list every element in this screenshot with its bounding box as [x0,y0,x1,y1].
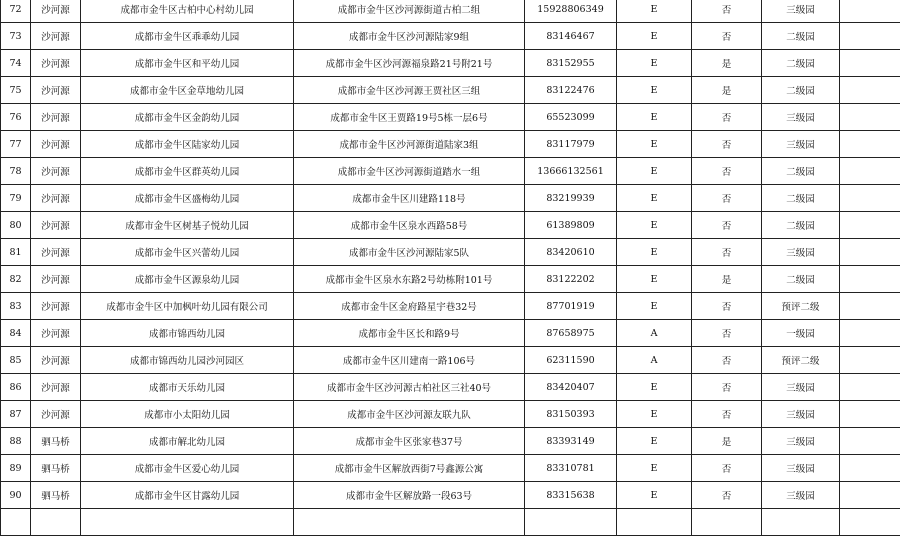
table-row [1,50,900,77]
table-row [1,212,900,239]
row-number-cell: 72 [1,0,31,23]
phone-cell: 83315638 [525,482,617,509]
empty-trailing-cell [840,104,900,131]
empty-trailing-cell [840,23,900,50]
row-number-cell: 75 [1,77,31,104]
category-cell: E [617,131,692,158]
address-cell: 成都市金牛区川建南一路106号 [294,347,525,374]
yes-no-cell: 否 [692,482,762,509]
yes-no-cell: 否 [692,185,762,212]
phone-cell: 13666132561 [525,158,617,185]
category-cell: E [617,401,692,428]
yes-no-cell: 否 [692,347,762,374]
phone-cell: 15928806349 [525,0,617,23]
table-row [1,131,900,158]
row-number-cell: 81 [1,239,31,266]
phone-cell: 83393149 [525,428,617,455]
district-cell: 沙河源 [31,320,81,347]
grade-level-cell: 一级园 [762,320,840,347]
kindergarten-name-cell: 成都市锦西幼儿园沙河园区 [81,347,294,374]
yes-no-cell: 是 [692,77,762,104]
grade-level-cell: 三级园 [762,455,840,482]
phone-cell: 87658975 [525,320,617,347]
empty-trailing-cell [840,131,900,158]
kindergarten-name-cell: 成都市金牛区兴蕾幼儿园 [81,239,294,266]
table-row [1,428,900,455]
phone-cell [525,509,617,536]
table-row [1,455,900,482]
row-number-cell: 83 [1,293,31,320]
row-number-cell: 82 [1,266,31,293]
district-cell: 驷马桥 [31,428,81,455]
district-cell: 沙河源 [31,401,81,428]
kindergarten-name-cell: 成都市金牛区古柏中心村幼儿园 [81,0,294,23]
kindergarten-name-cell: 成都市金牛区源泉幼儿园 [81,266,294,293]
kindergarten-name-cell: 成都市解北幼儿园 [81,428,294,455]
phone-cell: 83152955 [525,50,617,77]
address-cell: 成都市金牛区沙河源王贾社区三组 [294,77,525,104]
category-cell: E [617,455,692,482]
district-cell: 驷马桥 [31,455,81,482]
phone-cell: 83150393 [525,401,617,428]
district-cell: 沙河源 [31,293,81,320]
empty-trailing-cell [840,401,900,428]
row-number-cell: 90 [1,482,31,509]
grade-level-cell: 二级园 [762,158,840,185]
row-number-cell: 85 [1,347,31,374]
address-cell: 成都市金牛区沙河源古柏社区三社40号 [294,374,525,401]
row-number-cell: 79 [1,185,31,212]
district-cell [31,509,81,536]
phone-cell: 83420610 [525,239,617,266]
yes-no-cell: 否 [692,23,762,50]
kindergarten-name-cell: 成都市天乐幼儿园 [81,374,294,401]
yes-no-cell: 是 [692,266,762,293]
yes-no-cell: 否 [692,104,762,131]
address-cell: 成都市金牛区解放西街7号鑫源公寓 [294,455,525,482]
yes-no-cell: 是 [692,428,762,455]
address-cell: 成都市金牛区王贾路19号5栋一层6号 [294,104,525,131]
table-row [1,293,900,320]
table-row [1,347,900,374]
grade-level-cell: 三级园 [762,0,840,23]
kindergarten-name-cell: 成都市金牛区乖乖幼儿园 [81,23,294,50]
category-cell: E [617,293,692,320]
grade-level-cell: 二级园 [762,266,840,293]
category-cell: E [617,50,692,77]
category-cell: E [617,266,692,293]
row-number-cell: 80 [1,212,31,239]
kindergarten-name-cell: 成都市锦西幼儿园 [81,320,294,347]
row-number-cell: 74 [1,50,31,77]
yes-no-cell: 否 [692,131,762,158]
address-cell [294,509,525,536]
district-cell: 沙河源 [31,0,81,23]
address-cell: 成都市金牛区沙河源街道陆家3组 [294,131,525,158]
table-row [1,104,900,131]
address-cell: 成都市金牛区沙河源福泉路21号附21号 [294,50,525,77]
table-row [1,239,900,266]
kindergarten-name-cell [81,509,294,536]
yes-no-cell: 否 [692,0,762,23]
grade-level-cell: 三级园 [762,239,840,266]
phone-cell: 62311590 [525,347,617,374]
kindergarten-name-cell: 成都市金牛区爱心幼儿园 [81,455,294,482]
empty-trailing-cell [840,320,900,347]
table-row [1,320,900,347]
phone-cell: 83122476 [525,77,617,104]
category-cell: A [617,320,692,347]
phone-cell: 87701919 [525,293,617,320]
district-cell: 沙河源 [31,77,81,104]
phone-cell: 83420407 [525,374,617,401]
yes-no-cell: 否 [692,212,762,239]
empty-trailing-cell [840,455,900,482]
address-cell: 成都市金牛区沙河源陆家5队 [294,239,525,266]
category-cell: A [617,347,692,374]
empty-trailing-cell [840,77,900,104]
address-cell: 成都市金牛区张家巷37号 [294,428,525,455]
category-cell: E [617,428,692,455]
empty-trailing-cell [840,266,900,293]
district-cell: 沙河源 [31,347,81,374]
row-number-cell: 84 [1,320,31,347]
district-cell: 沙河源 [31,131,81,158]
empty-trailing-cell [840,374,900,401]
phone-cell: 61389809 [525,212,617,239]
address-cell: 成都市金牛区沙河源陆家9组 [294,23,525,50]
category-cell: E [617,77,692,104]
kindergarten-name-cell: 成都市金牛区盛梅幼儿园 [81,185,294,212]
grade-level-cell: 二级园 [762,185,840,212]
category-cell: E [617,212,692,239]
empty-trailing-cell [840,185,900,212]
row-number-cell: 78 [1,158,31,185]
kindergarten-name-cell: 成都市小太阳幼儿园 [81,401,294,428]
category-cell: E [617,23,692,50]
district-cell: 驷马桥 [31,482,81,509]
grade-level-cell: 二级园 [762,23,840,50]
table-body [1,0,900,536]
table-row [1,0,900,23]
yes-no-cell: 否 [692,401,762,428]
address-cell: 成都市金牛区沙河源友联九队 [294,401,525,428]
grade-level-cell: 预评二级 [762,293,840,320]
phone-cell: 83310781 [525,455,617,482]
table-row [1,158,900,185]
grade-level-cell: 二级园 [762,50,840,77]
yes-no-cell: 否 [692,239,762,266]
empty-trailing-cell [840,509,900,536]
table-row [1,482,900,509]
district-cell: 沙河源 [31,158,81,185]
yes-no-cell: 是 [692,50,762,77]
empty-trailing-cell [840,212,900,239]
empty-trailing-cell [840,239,900,266]
grade-level-cell: 预评二级 [762,347,840,374]
yes-no-cell [692,509,762,536]
kindergarten-name-cell: 成都市金牛区陆家幼儿园 [81,131,294,158]
phone-cell: 83146467 [525,23,617,50]
empty-trailing-cell [840,0,900,23]
empty-trailing-cell [840,158,900,185]
category-cell [617,509,692,536]
grade-level-cell: 三级园 [762,401,840,428]
category-cell: E [617,185,692,212]
yes-no-cell: 否 [692,293,762,320]
phone-cell: 83117979 [525,131,617,158]
address-cell: 成都市金牛区解放路一段63号 [294,482,525,509]
phone-cell: 83122202 [525,266,617,293]
address-cell: 成都市金牛区长和路9号 [294,320,525,347]
grade-level-cell: 二级园 [762,77,840,104]
district-cell: 沙河源 [31,212,81,239]
empty-trailing-cell [840,347,900,374]
district-cell: 沙河源 [31,50,81,77]
kindergarten-name-cell: 成都市金牛区金草地幼儿园 [81,77,294,104]
grade-level-cell: 三级园 [762,482,840,509]
kindergarten-name-cell: 成都市金牛区甘露幼儿园 [81,482,294,509]
row-number-cell: 73 [1,23,31,50]
grade-level-cell: 三级园 [762,374,840,401]
category-cell: E [617,374,692,401]
yes-no-cell: 否 [692,374,762,401]
table-row [1,23,900,50]
address-cell: 成都市金牛区沙河源街道古柏二组 [294,0,525,23]
category-cell: E [617,0,692,23]
phone-cell: 83219939 [525,185,617,212]
district-cell: 沙河源 [31,374,81,401]
empty-trailing-cell [840,50,900,77]
grade-level-cell: 三级园 [762,131,840,158]
yes-no-cell: 否 [692,320,762,347]
row-number-cell: 86 [1,374,31,401]
kindergarten-name-cell: 成都市金牛区金韵幼儿园 [81,104,294,131]
kindergarten-name-cell: 成都市金牛区和平幼儿园 [81,50,294,77]
row-number-cell: 87 [1,401,31,428]
empty-trailing-cell [840,293,900,320]
district-cell: 沙河源 [31,104,81,131]
phone-cell: 65523099 [525,104,617,131]
row-number-cell: 77 [1,131,31,158]
yes-no-cell: 否 [692,158,762,185]
row-number-cell: 88 [1,428,31,455]
table-row [1,374,900,401]
grade-level-cell: 三级园 [762,104,840,131]
table-row [1,185,900,212]
address-cell: 成都市金牛区泉水西路58号 [294,212,525,239]
district-cell: 沙河源 [31,266,81,293]
category-cell: E [617,482,692,509]
row-number-cell: 76 [1,104,31,131]
yes-no-cell: 否 [692,455,762,482]
district-cell: 沙河源 [31,239,81,266]
address-cell: 成都市金牛区金府路星宇巷32号 [294,293,525,320]
category-cell: E [617,158,692,185]
kindergarten-name-cell: 成都市金牛区群英幼儿园 [81,158,294,185]
category-cell: E [617,104,692,131]
row-number-cell: 89 [1,455,31,482]
district-cell: 沙河源 [31,185,81,212]
address-cell: 成都市金牛区川建路118号 [294,185,525,212]
kindergarten-name-cell: 成都市金牛区中加枫叶幼儿园有限公司 [81,293,294,320]
grade-level-cell [762,509,840,536]
kindergarten-name-cell: 成都市金牛区树基子悦幼儿园 [81,212,294,239]
address-cell: 成都市金牛区沙河源街道踏水一组 [294,158,525,185]
category-cell: E [617,239,692,266]
empty-trailing-cell [840,428,900,455]
table-row [1,401,900,428]
table-row [1,509,900,536]
district-cell: 沙河源 [31,23,81,50]
table-row [1,77,900,104]
empty-trailing-cell [840,482,900,509]
row-number-cell [1,509,31,536]
address-cell: 成都市金牛区泉水东路2号幼栋附101号 [294,266,525,293]
grade-level-cell: 二级园 [762,212,840,239]
table-row [1,266,900,293]
grade-level-cell: 三级园 [762,428,840,455]
